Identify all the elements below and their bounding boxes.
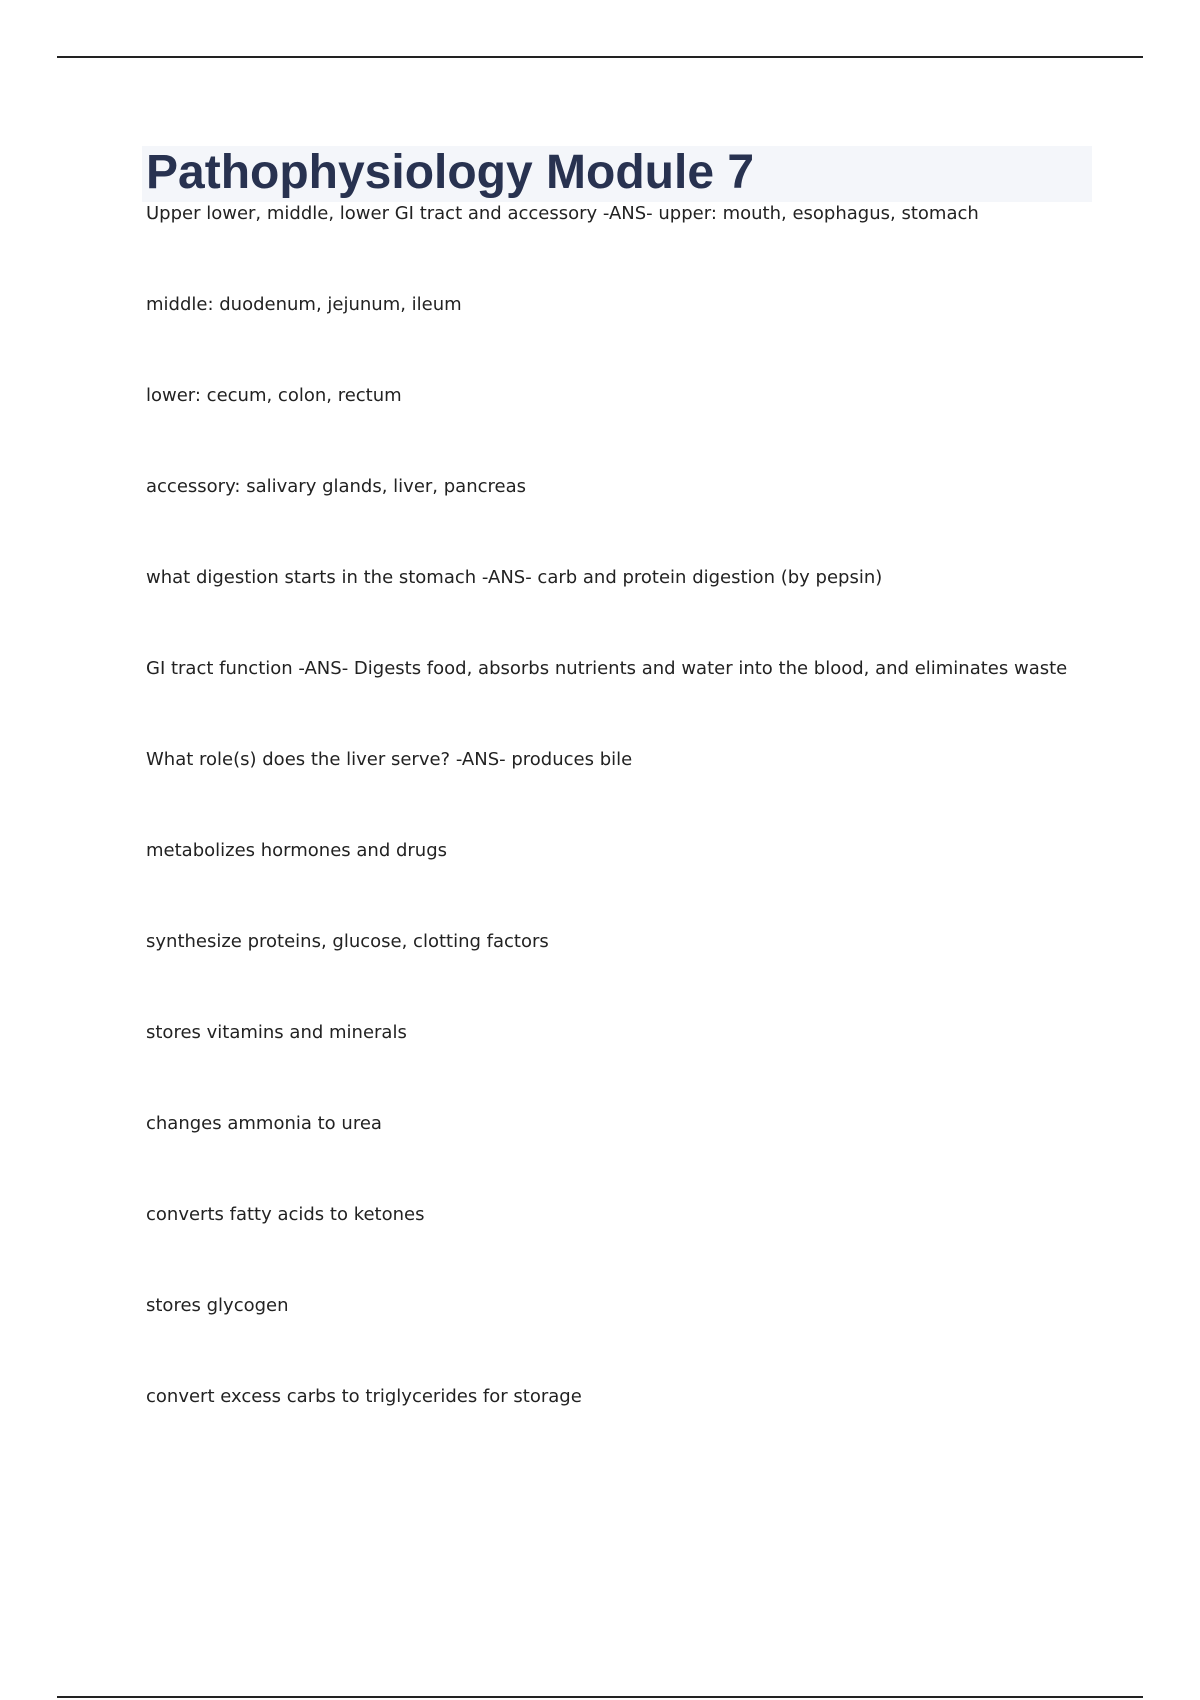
- text-line-stomach-digestion: what digestion starts in the stomach -ANS- carb and protein digestion (by pepsin): [146, 567, 883, 588]
- header-rule: [57, 56, 1143, 58]
- text-line-triglycerides: convert excess carbs to triglycerides for storage: [146, 1386, 582, 1407]
- text-line-metabolizes: metabolizes hormones and drugs: [146, 840, 448, 861]
- text-line-stores-vitamins: stores vitamins and minerals: [146, 1022, 407, 1043]
- footer-rule: [57, 1696, 1143, 1698]
- text-line-upper-tract: Upper lower, middle, lower GI tract and accessory -ANS- upper: mouth, esophagus, stomach: [146, 203, 979, 224]
- document-title: Pathophysiology Module 7: [146, 146, 755, 199]
- text-line-lower-tract: lower: cecum, colon, rectum: [146, 385, 402, 406]
- text-line-ketones: converts fatty acids to ketones: [146, 1204, 425, 1225]
- text-line-synthesize: synthesize proteins, glucose, clotting factors: [146, 931, 549, 952]
- text-line-accessory: accessory: salivary glands, liver, pancreas: [146, 476, 526, 497]
- text-line-glycogen: stores glycogen: [146, 1295, 289, 1316]
- text-line-gi-function: GI tract function -ANS- Digests food, absorbs nutrients and water into the blood, and eliminates waste: [146, 658, 1068, 679]
- text-line-middle-tract: middle: duodenum, jejunum, ileum: [146, 294, 462, 315]
- text-line-ammonia: changes ammonia to urea: [146, 1113, 382, 1134]
- text-line-liver-role: What role(s) does the liver serve? -ANS- produces bile: [146, 749, 633, 770]
